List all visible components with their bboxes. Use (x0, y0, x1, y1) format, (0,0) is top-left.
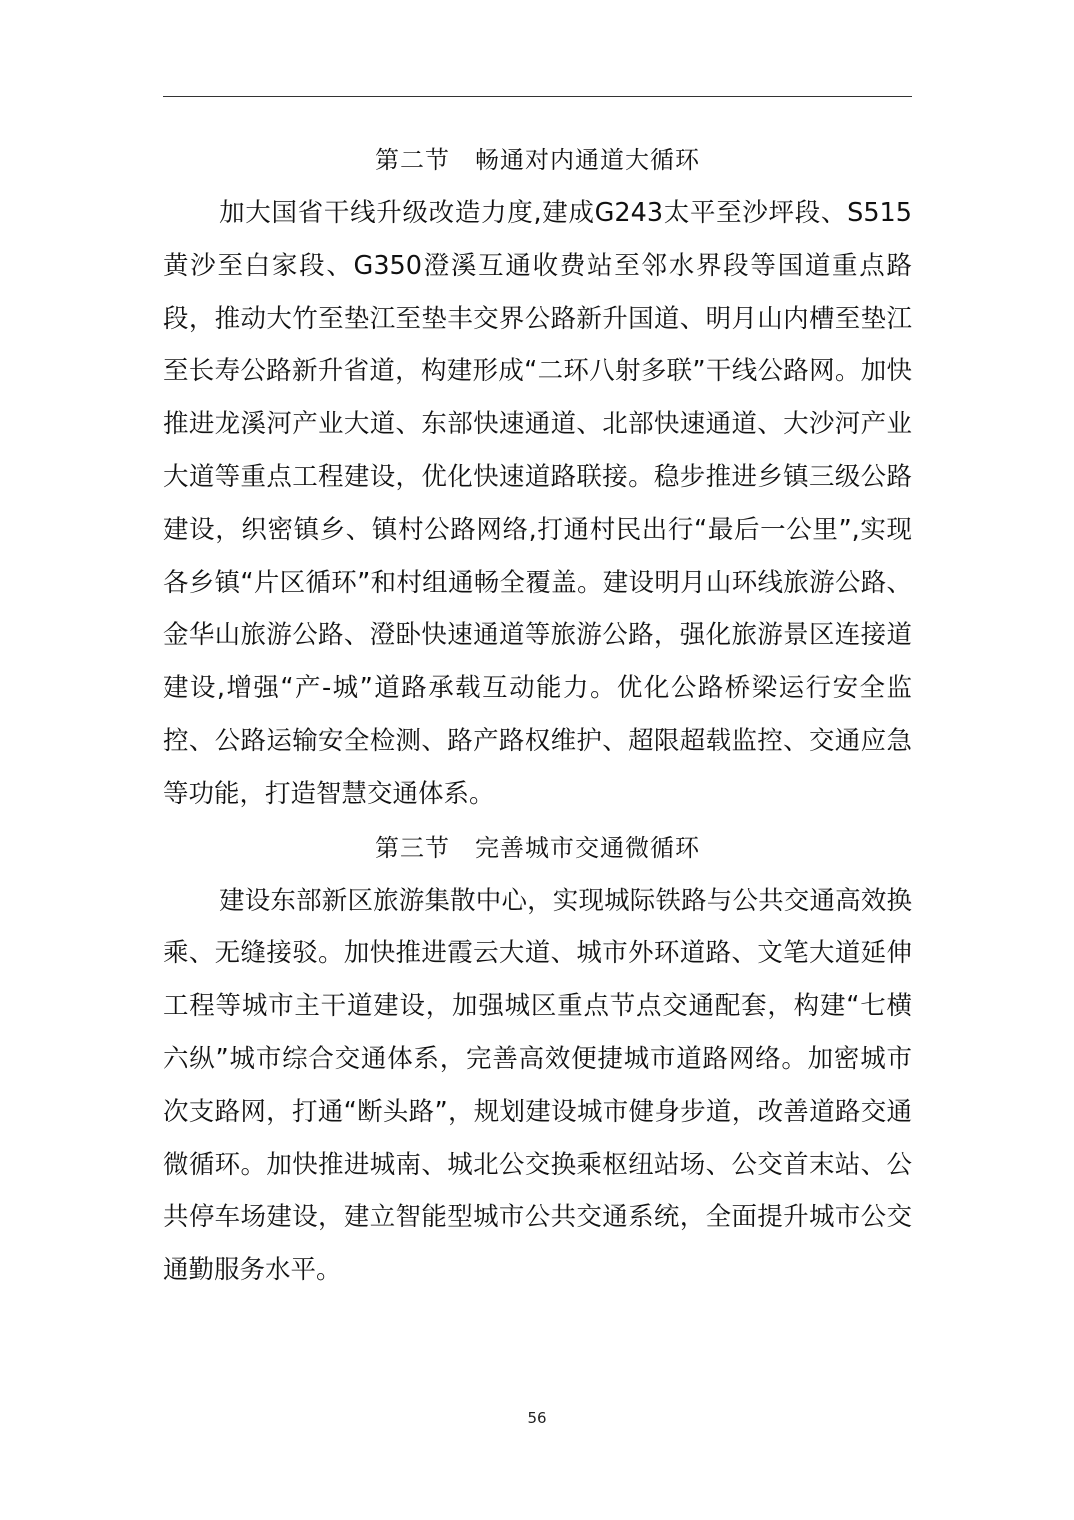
document-body (163, 133, 912, 1297)
page-number: 56 (527, 1409, 547, 1427)
section-2 (163, 133, 912, 821)
section-paragraph: 加大国省干线升级改造力度,建成G243太平至沙坪段、S515黄沙至白家段、G350澄溪互通收费站至邻水界段等国道重点路段，推动大竹至垫江至垫丰交界公路新升国道、明月山内槽至垫江至长寿公路新升省道，构建形成“二环八射多联”干线公路网。加快推进龙溪河产业大道、东部快速通道、北部快速通道、大沙河产业大道等重点工程建设，优化快速道路联接。稳步推进乡镇三级公路建设，织密镇乡、镇村公路网络,打通村民出行“最后一公里”,实现各乡镇“片区循环”和村组通畅全覆盖。建设明月山环线旅游公路、金华山旅游公路、澄卧快速通道等旅游公路，强化旅游景区连接道建设,增强“产-城”道路承载互动能力。优化公路桥梁运行安全监控、公路运输安全检测、路产路权维护、超限超载监控、交通应急等功能，打造智慧交通体系。 (163, 198, 912, 809)
section-3 (163, 821, 912, 1297)
section-heading: 第二节 畅通对内通道大循环 (375, 146, 700, 174)
header-rule (163, 96, 912, 97)
section-heading: 第三节 完善城市交通微循环 (375, 833, 700, 862)
section-paragraph: 建设东部新区旅游集散中心，实现城际铁路与公共交通高效换乘、无缝接驳。加快推进霞云大道、城市外环道路、文笔大道延伸工程等城市主干道建设，加强城区重点节点交通配套，构建“七横六纵”城市综合交通体系，完善高效便捷城市道路网络。加密城市次支路网，打通“断头路”，规划建设城市健身步道，改善道路交通微循环。加快推进城南、城北公交换乘枢纽站场、公交首末站、公共停车场建设，建立智能型城市公共交通系统，全面提升城市公交通勤服务水平。 (163, 885, 912, 1286)
